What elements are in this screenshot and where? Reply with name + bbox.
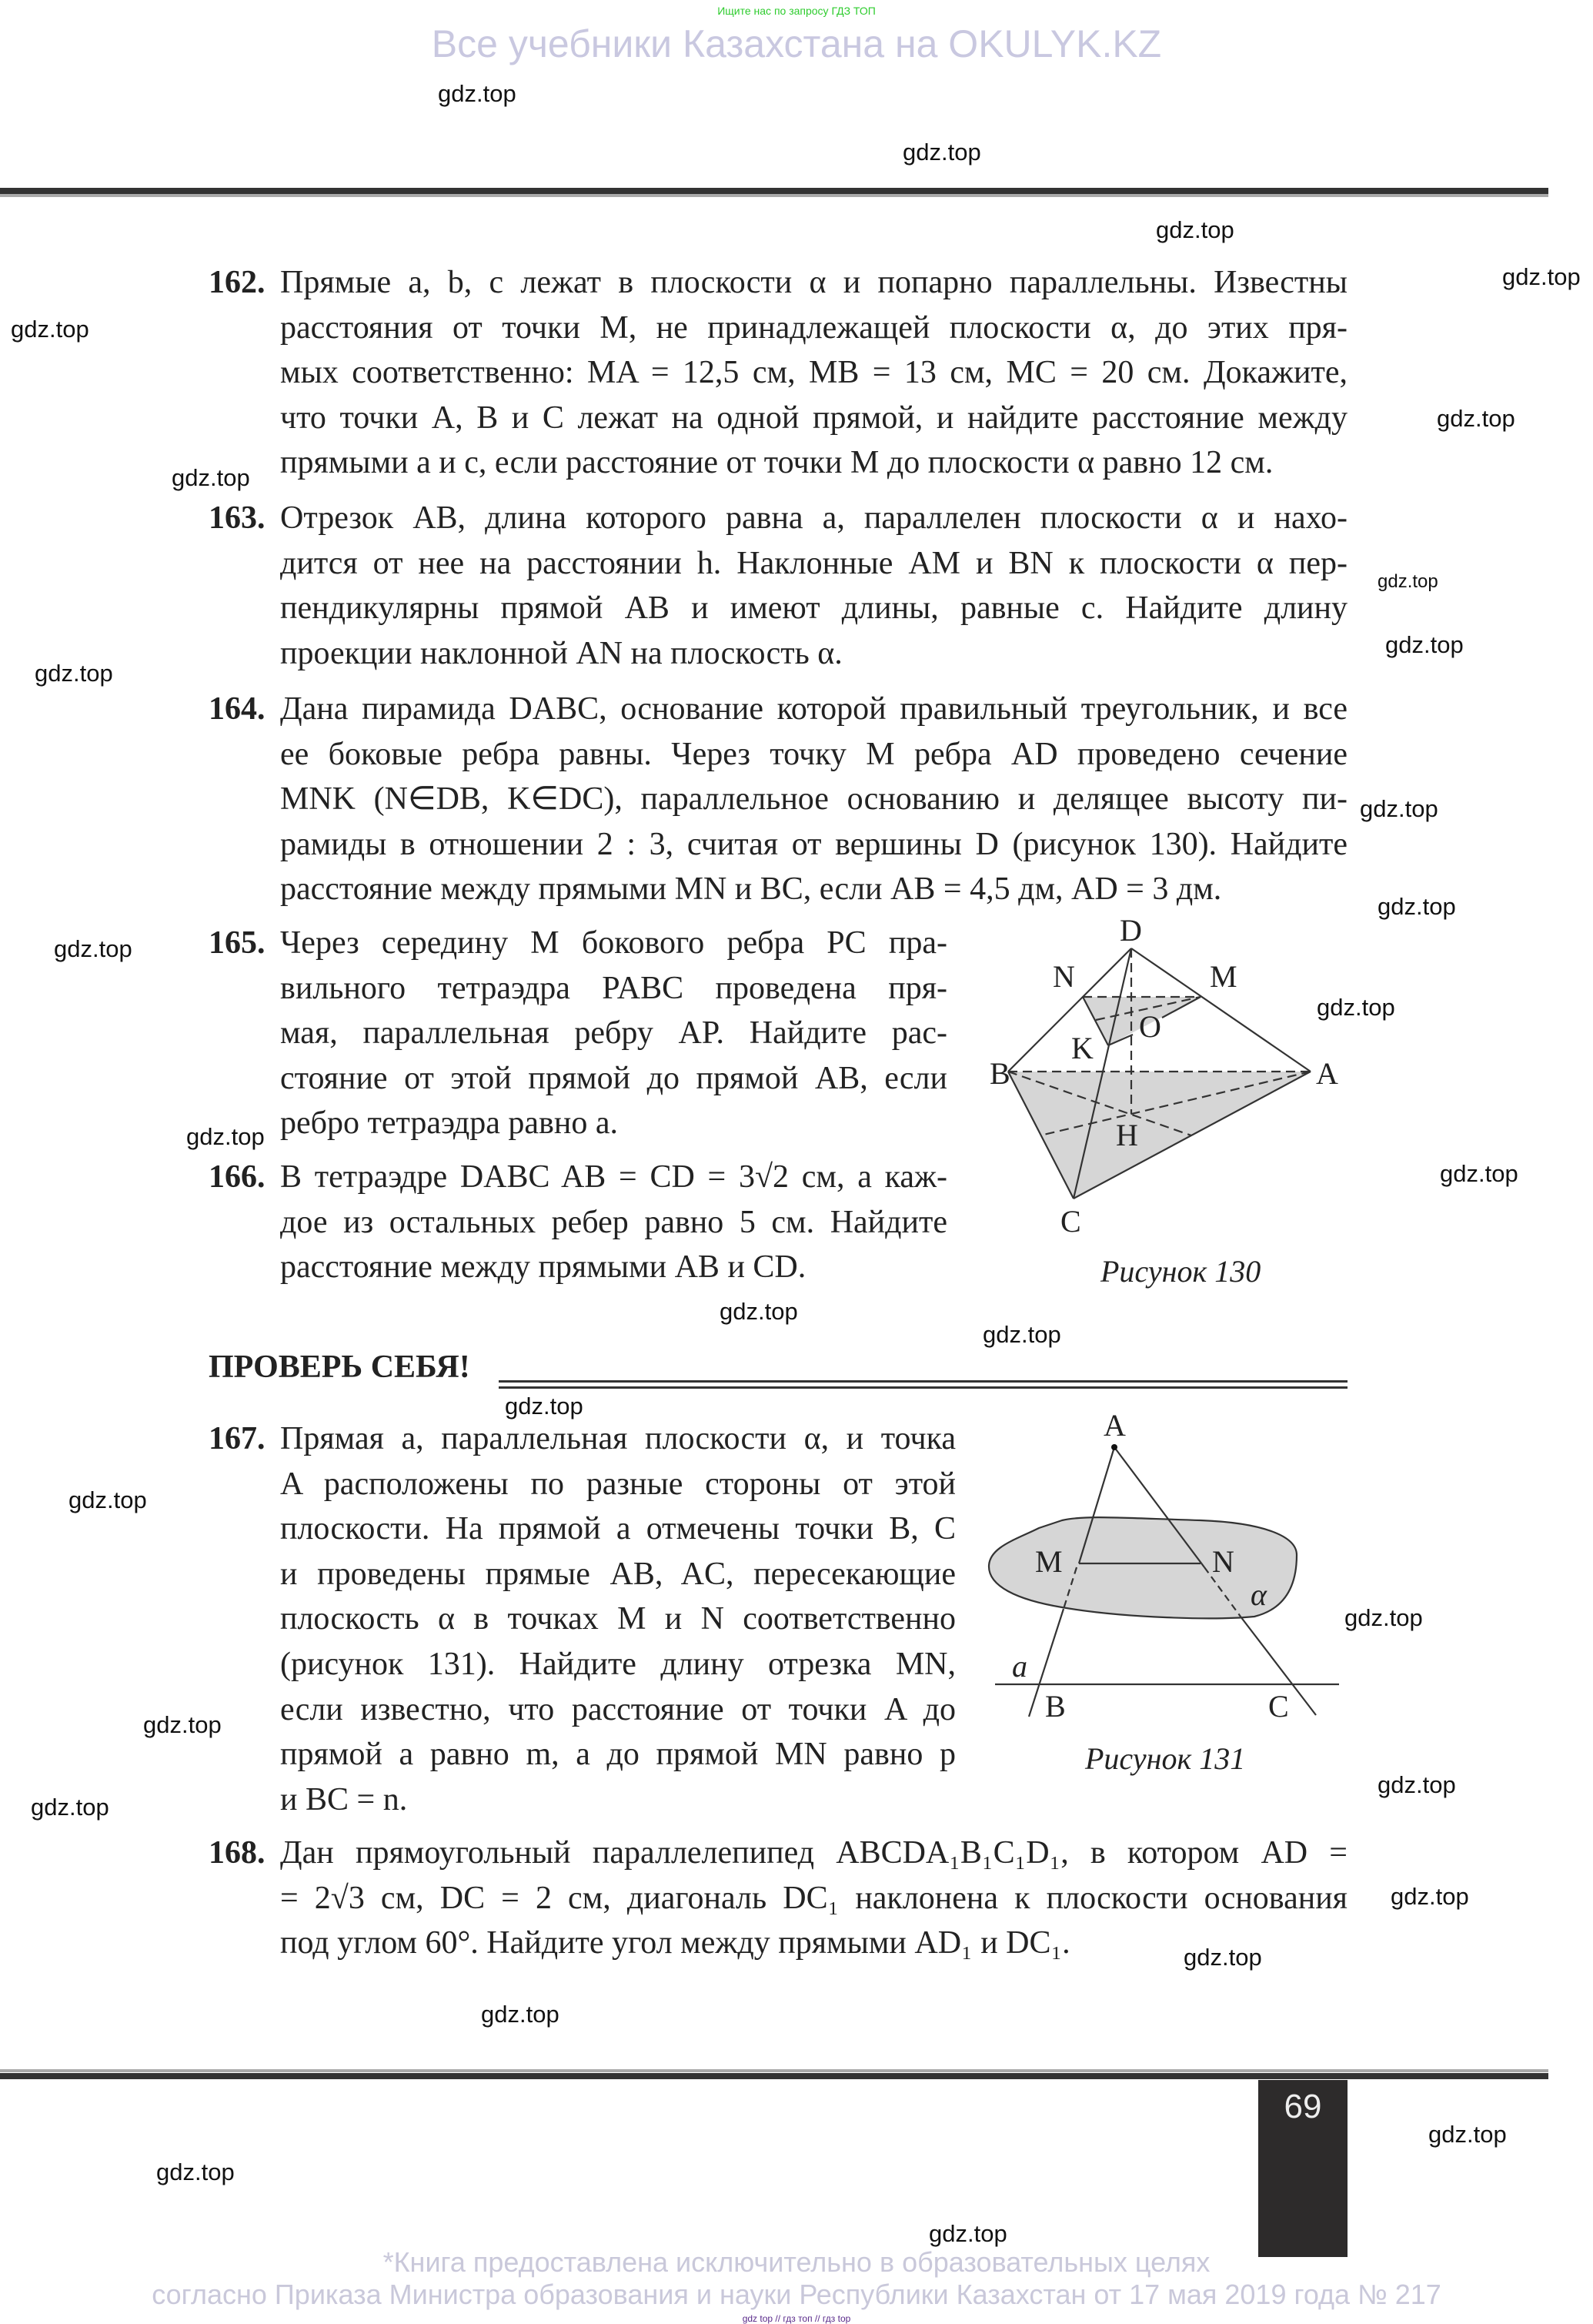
problem-text-line: плоскость α в точках M и N соответственно bbox=[280, 1601, 956, 1637]
watermark: gdz.top bbox=[31, 1794, 109, 1821]
problem-text-line: рамиды в отношении 2 : 3, считая от вершины D (рисунок 130). Найдите bbox=[280, 826, 1348, 862]
top-rule-light bbox=[0, 194, 1548, 197]
problem-text-line: расстояния от точки M, не принадлежащей плоскости α, до этих пря- bbox=[280, 309, 1348, 346]
watermark: gdz.top bbox=[720, 1298, 798, 1325]
problem-text bbox=[280, 260, 1348, 486]
check-yourself-heading: ПРОВЕРЬ СЕБЯ! bbox=[209, 1349, 470, 1385]
problem-text bbox=[280, 1155, 947, 1290]
watermark: gdz.top bbox=[1428, 2121, 1507, 2148]
watermark: gdz.top bbox=[68, 1486, 147, 1513]
problem-number: 162. bbox=[209, 265, 266, 300]
bottom-rule-light bbox=[0, 2069, 1548, 2072]
problem-text bbox=[280, 921, 947, 1146]
problem-number: 166. bbox=[209, 1159, 266, 1195]
problem-text-line: мых соответственно: MA = 12,5 см, MB = 13 см, MC = 20 см. Докажите, bbox=[280, 355, 1348, 391]
label-c: C bbox=[1268, 1689, 1289, 1724]
watermark: gdz.top bbox=[1378, 1771, 1456, 1798]
problem-text-line: плоскости. На прямой a отмечены точки B, C bbox=[280, 1511, 956, 1547]
watermark: gdz.top bbox=[172, 464, 250, 491]
watermark: gdz.top bbox=[1360, 795, 1438, 822]
label-m: M bbox=[1210, 959, 1237, 994]
problem-text-line: прямой a равно m, а до прямой MN равно p bbox=[280, 1737, 956, 1773]
problem-text-line: Через середину M бокового ребра PC пра- bbox=[280, 925, 947, 961]
problem-text-line: мая, параллельная ребру AP. Найдите рас- bbox=[280, 1015, 947, 1052]
watermark: gdz.top bbox=[1156, 216, 1234, 243]
problem-text-line: если известно, что расстояние от точки A до bbox=[280, 1691, 956, 1727]
problem-text bbox=[280, 1416, 956, 1822]
heading-rule-2 bbox=[499, 1386, 1348, 1389]
footer-disclaimer-2: согласно Приказа Министра образования и науки Республики Казахстан от 17 мая 2019 года № 217 bbox=[152, 2279, 1441, 2310]
watermark: gdz.top bbox=[1378, 571, 1438, 592]
search-hint: Ищите нас по запросу ГДЗ ТОП bbox=[717, 5, 876, 17]
watermark: gdz.top bbox=[156, 2158, 235, 2185]
watermark: gdz.top bbox=[983, 1321, 1061, 1348]
label-n: N bbox=[1212, 1544, 1234, 1579]
problem-text-line: A расположены по разные стороны от этой bbox=[280, 1466, 956, 1502]
page-number: 69 bbox=[1284, 2088, 1322, 2125]
problem-text-line: ее боковые ребра равны. Через точку M ребра AD проведено сечение bbox=[280, 736, 1348, 772]
problem-text-line: Дана пирамида DABC, основание которой правильный треугольник, и все bbox=[280, 691, 1348, 727]
label-k: K bbox=[1071, 1031, 1094, 1065]
problem-number: 163. bbox=[209, 500, 266, 536]
problem-text-line: и BC = n. bbox=[280, 1781, 408, 1817]
watermark: gdz.top bbox=[481, 2001, 559, 2028]
problem-text-line: ребро тетраэдра равно a. bbox=[280, 1105, 618, 1142]
label-m: M bbox=[1035, 1544, 1063, 1579]
problem-text-line: пендикулярны прямой AB и имеют длины, равные c. Найдите длину bbox=[280, 590, 1348, 627]
watermark: gdz.top bbox=[1385, 631, 1464, 658]
problem-text-line: дится от нее на расстоянии h. Наклонные AM и BN к плоскости α пер- bbox=[280, 545, 1348, 581]
watermark: gdz.top bbox=[505, 1393, 583, 1419]
problem-number: 165. bbox=[209, 925, 266, 961]
problem-text-line: стояние от этой прямой до прямой AB, если bbox=[280, 1060, 947, 1096]
watermark: gdz.top bbox=[186, 1123, 265, 1150]
figure-130-pyramid bbox=[990, 901, 1401, 1332]
label-line-a: a bbox=[1012, 1649, 1027, 1684]
problem-number: 167. bbox=[209, 1421, 266, 1456]
problem-text-line: = 2√3 см, DC = 2 см, диагональ DC₁ наклонена к плоскости основания bbox=[280, 1880, 1348, 1916]
watermark: gdz.top bbox=[929, 2220, 1007, 2247]
label-h: H bbox=[1116, 1118, 1138, 1152]
footer-links: gdz top // гдз топ // гдз top bbox=[742, 2313, 851, 2324]
watermark: gdz.top bbox=[54, 935, 132, 962]
label-a: A bbox=[1316, 1056, 1338, 1091]
problem-text bbox=[280, 687, 1348, 912]
figure-131-caption: Рисунок 131 bbox=[1085, 1741, 1246, 1776]
problem-text-line: расстояние между прямыми MN и BC, если AB = 4,5 дм, AD = 3 дм. bbox=[280, 871, 1222, 908]
watermark: gdz.top bbox=[1502, 263, 1581, 290]
problem-text-line: под углом 60°. Найдите угол между прямыми AD₁ и DC₁. bbox=[280, 1925, 1070, 1961]
page-number-tab bbox=[1258, 2080, 1348, 2257]
problem-text-line: Отрезок AB, длина которого равна a, параллелен плоскости α и нахо- bbox=[280, 500, 1348, 536]
label-o: O bbox=[1139, 1009, 1161, 1044]
problem-text-line: и проведены прямые AB, AC, пересекающие bbox=[280, 1556, 956, 1592]
label-d: D bbox=[1120, 913, 1142, 948]
bottom-rule bbox=[0, 2073, 1548, 2079]
problem-text-line: MNK (N∈DB, K∈DC), параллельное основанию и делящее высоту пи- bbox=[280, 781, 1348, 818]
top-rule bbox=[0, 188, 1548, 194]
watermark: gdz.top bbox=[1440, 1160, 1518, 1187]
watermark: gdz.top bbox=[11, 316, 89, 343]
label-a: A bbox=[1104, 1408, 1126, 1443]
watermark: gdz.top bbox=[903, 139, 981, 166]
problem-text-line: расстояние между прямыми AB и CD. bbox=[280, 1249, 807, 1286]
site-banner: Все учебники Казахстана на OKULYK.KZ bbox=[431, 22, 1162, 65]
watermark: gdz.top bbox=[1317, 994, 1395, 1021]
problem-text-line: (рисунок 131). Найдите длину отрезка MN, bbox=[280, 1646, 956, 1682]
figure-130-caption: Рисунок 130 bbox=[1100, 1254, 1261, 1289]
watermark: gdz.top bbox=[1391, 1883, 1469, 1910]
problem-text-line: Дан прямоугольный параллелепипед ABCDA₁B₁C₁D₁, в котором AD = bbox=[280, 1835, 1348, 1871]
problem-text bbox=[280, 496, 1348, 676]
label-c: C bbox=[1060, 1204, 1081, 1239]
label-n: N bbox=[1053, 959, 1075, 994]
point-a bbox=[1111, 1444, 1117, 1450]
heading-rule bbox=[499, 1380, 1348, 1383]
label-b: B bbox=[990, 1056, 1010, 1091]
problem-number: 168. bbox=[209, 1835, 266, 1871]
watermark: gdz.top bbox=[35, 660, 113, 687]
problem-text-line: что точки A, B и C лежат на одной прямой, и найдите расстояние между bbox=[280, 400, 1348, 436]
watermark: gdz.top bbox=[1378, 893, 1456, 920]
label-alpha: α bbox=[1251, 1577, 1267, 1612]
problem-number: 164. bbox=[209, 691, 266, 727]
watermark: gdz.top bbox=[143, 1711, 222, 1738]
footer-disclaimer-1: *Книга предоставлена исключительно в образовательных целях bbox=[382, 2246, 1211, 2278]
base-face bbox=[1008, 1072, 1311, 1199]
watermark: gdz.top bbox=[1437, 405, 1515, 432]
problem-text-line: Прямая a, параллельная плоскости α, и точка bbox=[280, 1421, 956, 1456]
problem-text-line: В тетраэдре DABC AB = CD = 3√2 см, а каж- bbox=[280, 1159, 947, 1195]
problem-text-line: проекции наклонной AN на плоскость α. bbox=[280, 635, 843, 671]
watermark: gdz.top bbox=[1344, 1604, 1423, 1631]
label-b: B bbox=[1045, 1689, 1066, 1724]
problem-text-line: вильного тетраэдра PABC проведена пря- bbox=[280, 970, 947, 1006]
figure-131-plane bbox=[970, 1401, 1339, 1801]
watermark: gdz.top bbox=[1184, 1944, 1262, 1971]
problem-text-line: дое из остальных ребер равно 5 см. Найдите bbox=[280, 1204, 947, 1240]
watermark: gdz.top bbox=[438, 80, 516, 107]
problem-text-line: прямыми a и c, если расстояние от точки M до плоскости α равно 12 см. bbox=[280, 445, 1274, 481]
problem-text-line: Прямые a, b, c лежат в плоскости α и попарно параллельны. Известны bbox=[280, 265, 1348, 300]
